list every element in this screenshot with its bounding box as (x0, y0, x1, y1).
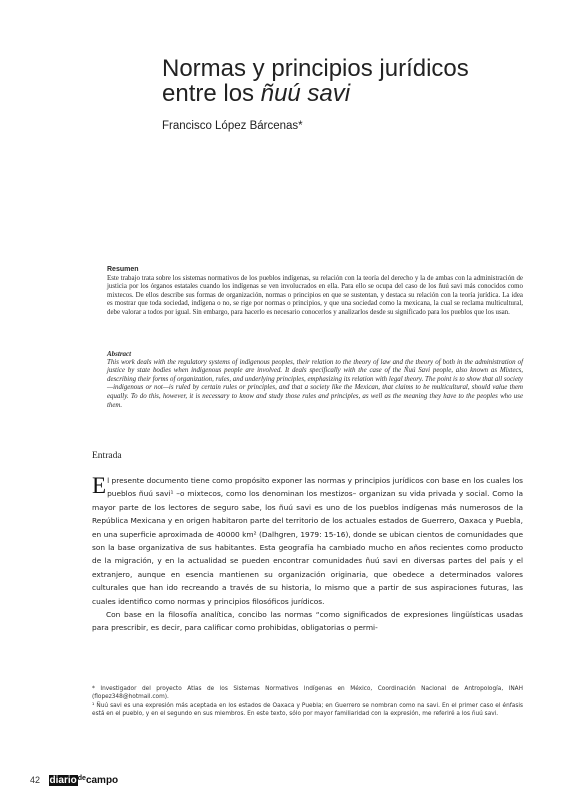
footnote-1: * Investigador del proyecto Atlas de los Sistemas Normativos Indígenas en México, Coordinación Nacional de Antropología, INAH (flopez348@hotmail.com). (92, 686, 523, 701)
title-line-2-italic: ñuú savi (260, 80, 351, 107)
title-line-1: Normas y principios jurídicos (162, 55, 469, 82)
abstract-block (107, 350, 523, 410)
resumen-text: Este trabajo trata sobre los sistemas normativos de los pueblos indígenas, su relación con la teoría del derecho y la de ambas con la administración de justicia por los órganos estatales cuando los indígenas se ven involucrados en ella. Para ello se ocupa del caso de los ñuú savi más conocidos como mixtecos. De ellos describe sus formas de organización, normas o principios en que se sustentan, y destaca su relación con la teoría jurídica. La idea es mostrar que toda sociedad, indígena o no, se rige por normas o principios, y que una sociedad como la mexicana, la cual se reclama multicultural, debe valorar a todos por igual. Sin embargo, para hacerlo es necesario conocerlos y analizarlos desde su significado para los pueblos que los usan. (107, 274, 523, 316)
drop-cap: E (92, 473, 107, 498)
footnotes (92, 685, 523, 719)
logo-part-1: diario (49, 775, 77, 786)
page-number: 42 (30, 775, 41, 785)
title-line-2 (162, 81, 522, 106)
journal-logo (49, 775, 119, 786)
resumen-block (107, 266, 523, 318)
body-paragraph-2: Con base en la filosofía analítica, concibo las normas “como significados de expresiones lingüísticas usadas para prescribir, es decir, para calificar como prohibidas, obligatorias o permi- (92, 610, 523, 633)
body-text (92, 474, 523, 635)
logo-part-2: de (77, 775, 86, 782)
body-paragraph-1-text: l presente documento tiene como propósito exponer las normas y principios jurídicos con base en los cuales los pueblos ñuú savi¹ –o mixtecos, como los denominan los mestizos– organizan su vida privada y social. Como la mayor parte de los lectores de seguro sabe, los ñuú savi es uno de los pueblos indígenas más numerosos de la República Mexicana y en origen habitaron parte del territorio de los actuales estados de Guerrero, Oaxaca y Puebla, en una superficie aproximada de 40000 km² (Dalhgren, 1979: 15-16), donde se ubican cientos de comunidades que son la base organizativa de sus habitantes. Esta geografía ha cambiado mucho en años recientes como producto de la migración, y en la actualidad se pueden encontrar comunidades ñuú savi en diversas partes del país y el extranjero, aunque en esencia mantienen su organización originaria, que obedece a determinados valores culturales que han ido recreando a través de su historia, lo mismo que a partir de sus aspiraciones futuras, las cuales identifico como normas y principios filosóficos jurídicos. (92, 476, 523, 606)
author-name: Francisco López Bárcenas* (162, 120, 303, 132)
logo-part-3: campo (85, 775, 119, 786)
title-line-2-prefix: entre los (162, 80, 261, 107)
body-paragraph-1 (92, 474, 523, 608)
footnote-2: ¹ Ñuú savi es una expresión más aceptada en los estados de Oaxaca y Puebla; en Guerrero se nombran como na savi. En el primer caso el énfasis está en el pueblo, y en el segundo en sus miembros. En este texto, sólo por mayor familiaridad con la expresión, me referiré a los ñuú savi. (92, 702, 523, 718)
resumen-heading: Resumen (107, 266, 139, 273)
section-heading: Entrada (92, 451, 122, 461)
abstract-heading: Abstract (107, 350, 132, 358)
page-footer (30, 775, 118, 786)
abstract-text: This work deals with the regulatory systems of indigenous peoples, their relation to the theory of law and the theory of both in the administration of justice by state bodies when indigenous people are involved. It deals specifically with the case of the Ñuú Savi people, also known as Mixtecs, describing their forms of organization, rules, and underlying principles, emphasizing its relation with legal theory. The point is to show that all society—indigenous or not—is ruled by certain rules or principles, and that a society like the Mexican, that claims to be multicultural, should value them equally. To do this, however, it is necessary to know and study those rules and principles, as well as the meaning they have to the peoples who use them. (107, 358, 523, 409)
article-title (162, 56, 522, 106)
